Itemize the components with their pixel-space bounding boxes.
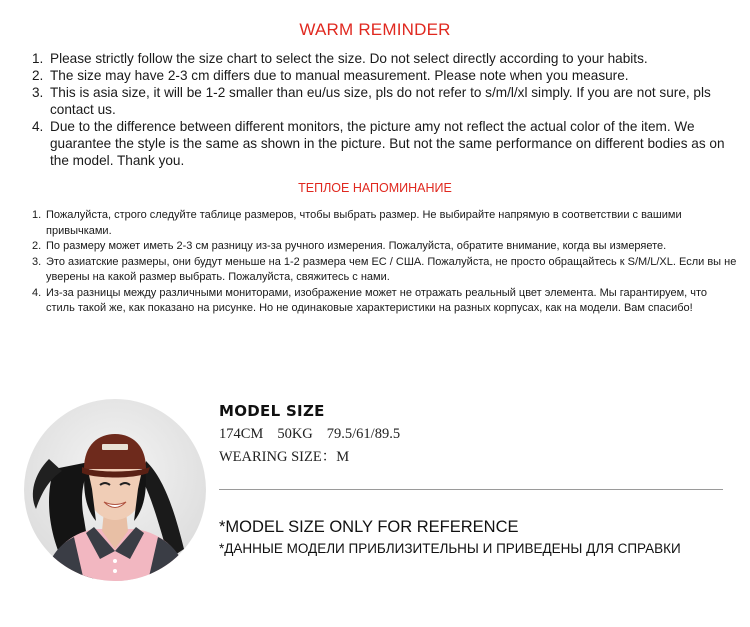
model-height: 174CM <box>219 426 264 442</box>
list-item <box>32 84 732 118</box>
list-item <box>32 50 732 67</box>
item-number: 1. <box>32 51 44 66</box>
item-text: По размеру может иметь 2-3 см разницу из-за ручного измерения. Пожалуйста, обратите внимание, когда вы измеряете. <box>46 240 667 252</box>
item-number: 2. <box>32 68 44 83</box>
item-text: Из-за разницы между различными мониторами, изображение может не отражать реальный цвет элемента. Мы гарантируем, что стиль такой же, как показано на рисунке. Но не одинаковые характеристики на разных корпусах, как на модели. Вам спасибо! <box>46 286 708 314</box>
wearing-size <box>219 445 414 466</box>
item-number: 2. <box>32 240 42 252</box>
ru-reminder-list <box>32 208 738 317</box>
list-item <box>32 67 732 84</box>
list-item <box>32 286 738 317</box>
item-text: This is asia size, it will be 1-2 smaller than eu/us size, pls do not refer to s/m/l/xl simply. If you are not sure, pls contact us. <box>50 85 711 117</box>
model-stats <box>219 426 414 443</box>
item-text: Due to the difference between different monitors, the picture amy not reflect the actual color of the item. We guarantee the style is the same as shown in the picture. But not the same performance on different bodies as on the model. Thank you. <box>50 119 725 168</box>
item-number: 4. <box>32 119 44 134</box>
model-size-heading: MODEL SIZE <box>219 402 325 420</box>
item-text: Это азиатские размеры, они будут меньше на 1-2 размера чем ЕС / США. Пожалуйста, не просто обращайтесь к S/M/L/XL. Если вы не уверены на какой размер выбрать. Пожалуйста, свяжитесь с нами. <box>46 255 737 283</box>
reference-note-ru: *ДАННЫЕ МОДЕЛИ ПРИБЛИЗИТЕЛЬНЫ И ПРИВЕДЕНЫ ДЛЯ СПРАВКИ <box>219 541 681 556</box>
list-item <box>32 239 738 255</box>
list-item <box>32 118 732 169</box>
reference-note-en: *MODEL SIZE ONLY FOR REFERENCE <box>219 518 519 536</box>
list-item <box>32 208 738 239</box>
item-number: 4. <box>32 286 42 299</box>
wearing-size-label: WEARING SIZE： <box>219 449 337 465</box>
item-text: Please strictly follow the size chart to select the size. Do not select directly according to your habits. <box>50 51 648 66</box>
item-number: 1. <box>32 209 42 221</box>
item-text: Пожалуйста, строго следуйте таблице размеров, чтобы выбрать размер. Не выбирайте напрямую в соответствии с вашими привычками. <box>46 209 682 237</box>
warm-reminder-title: WARM REMINDER <box>299 20 451 39</box>
model-size-block <box>219 402 414 466</box>
model-weight: 50KG <box>277 426 313 442</box>
warm-reminder-list <box>32 50 732 169</box>
item-number: 3. <box>32 255 42 268</box>
list-item <box>32 255 738 286</box>
wearing-size-value: M <box>336 449 350 465</box>
item-number: 3. <box>32 85 44 100</box>
model-measurements: 79.5/61/89.5 <box>326 426 401 442</box>
ru-reminder-title: ТЕПЛОЕ НАПОМИНАНИЕ <box>298 181 452 195</box>
divider <box>219 489 723 490</box>
model-photo <box>24 399 206 581</box>
item-text: The size may have 2-3 cm differs due to manual measurement. Please note when you measure. <box>50 68 629 83</box>
